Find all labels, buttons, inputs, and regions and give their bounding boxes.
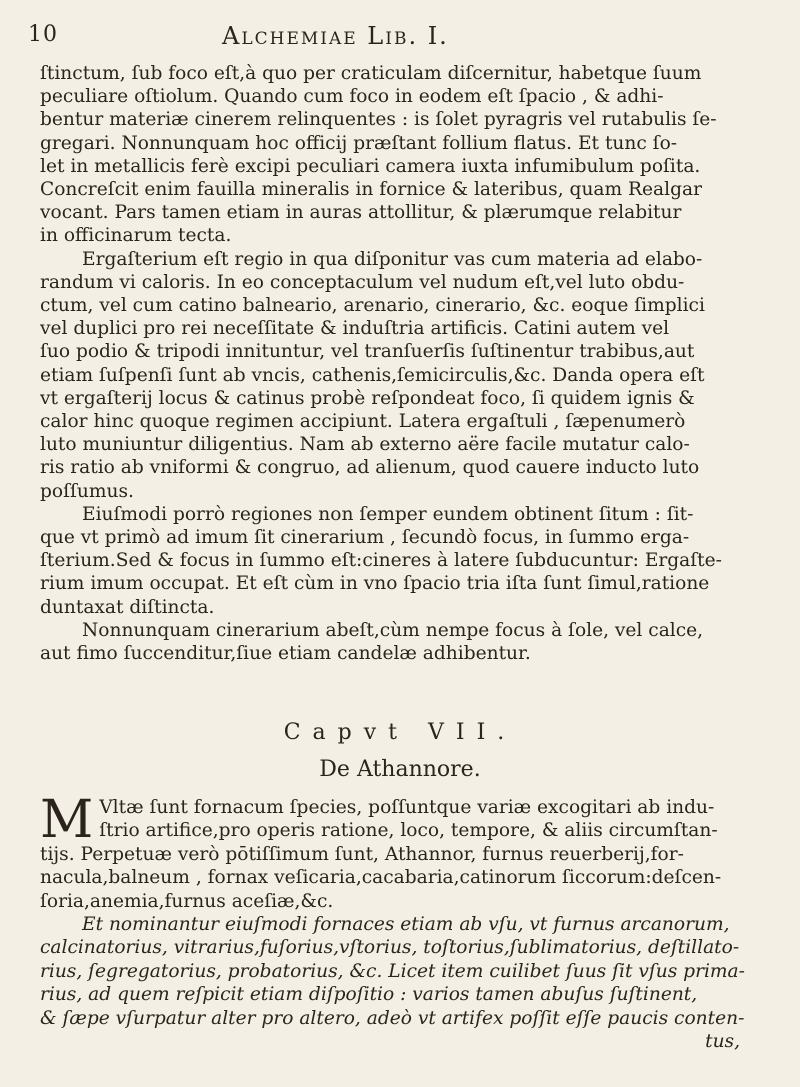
text-line: vt ergaſterij locus & catinus probè reſpondeat foco, ſi quidem ignis & <box>40 387 695 409</box>
paragraph <box>40 503 770 619</box>
text-line: duntaxat diſtincta. <box>40 596 215 618</box>
text-line: ſtinctum, ſub foco eſt,à quo per craticulam diſcernitur, habetque ſuum <box>40 63 702 84</box>
text-line: ctum, vel cum catino balneario, arenario, cinerario, &c. eoque ſimplici <box>40 295 705 317</box>
text-line: Nonnunquam cinerarium abeſt,cùm nempe focus à ſole, vel calce, <box>82 619 704 641</box>
main-text <box>40 62 770 665</box>
paragraph <box>40 248 770 503</box>
text-line: rius, ſegregatorius, probatorius, &c. Licet item cuilibet ſuus ſit vſus prima- <box>40 960 745 982</box>
text-line: Vltæ ſunt fornacum ſpecies, poſſuntque variæ excogitari ab indu- <box>99 797 715 818</box>
paragraph <box>40 619 770 665</box>
text-line: Ergaſterium eſt regio in qua diſponitur vas cum materia ad elabo- <box>82 248 703 270</box>
text-line: bentur materiæ cinerem relinquentes : is ſolet pyragris vel rutabulis ſe- <box>40 109 717 131</box>
text-line: poſſumus. <box>40 480 134 502</box>
text-line: ris ratio ab vniformi & congruo, ad alienum, quod cauere inducto luto <box>40 457 700 479</box>
text-line: calcinatorius, vitrarius,fuſorius,vſtorius, toſtorius,ſublimatorius, deſtillato- <box>40 937 740 959</box>
text-line: & ſæpe vſurpatur alter pro altero, adeò vt artifex poſſit eſſe paucis conten- <box>40 1007 745 1029</box>
paragraph <box>40 913 770 1030</box>
text-line: in officinarum tecta. <box>40 225 232 247</box>
text-line: que vt primò ad imum ſit cinerarium , ſecundò focus, in ſummo erga- <box>40 527 690 549</box>
text-line: nacula,balneum , fornax veſicaria,cacabaria,catinorum ſiccorum:deſcen- <box>40 867 722 889</box>
drop-capital: M <box>40 790 94 850</box>
paragraph <box>40 790 770 913</box>
text-line: let in metallicis ferè excipi peculiari camera iuxta infumibulum poſita. <box>40 155 701 177</box>
text-line: rius, ad quem reſpicit etiam diſpoſitio : varios tamen abuſus ſuſtinent, <box>40 984 698 1006</box>
text-line: ſtrio artifice,pro operis ratione, loco, tempore, & aliis circumſtan- <box>99 820 718 842</box>
text-line: etiam ſuſpenſi ſunt ab vncis, cathenis,ſemicirculis,&c. Danda opera eſt <box>40 364 705 386</box>
text-line: peculiare oſtiolum. Quando cum foco in eodem eſt ſpacio , & adhi- <box>40 86 664 108</box>
chapter-text <box>40 790 770 1053</box>
paragraph <box>40 62 770 248</box>
text-line: ſterium.Sed & focus in ſummo eſt:cineres à latere ſubducuntur: Ergaſte- <box>40 550 722 572</box>
catchword: tus, <box>705 1031 740 1053</box>
text-line: Concreſcit enim fauilla mineralis in fornice & lateribus, quam Realgar <box>40 179 702 201</box>
text-line: vocant. Pars tamen etiam in auras attollitur, & plærumque relabitur <box>40 202 682 224</box>
text-line: gregari. Nonnunquam hoc officij præſtant follium flatus. Et tunc ſo- <box>40 132 678 154</box>
chapter-heading: Capvt VII. <box>283 720 517 745</box>
running-head: Alchemiae Lib. I. <box>222 22 449 50</box>
text-line: aut fimo ſuccenditur,ſiue etiam candelæ adhibentur. <box>40 643 531 665</box>
text-line: calor hinc quoque regimen accipiunt. Latera ergaſtuli , ſæpenumerò <box>40 411 686 433</box>
text-line: rium imum occupat. Et eſt cùm in vno ſpacio tria iſta ſunt ſimul,ratione <box>40 573 710 595</box>
text-line: Eiuſmodi porrò regiones non ſemper eundem obtinent ſitum : ſit- <box>82 503 694 525</box>
text-line: vel duplici pro rei neceſſitate & induſtria artificis. Catini autem vel <box>40 318 670 340</box>
page-number: 10 <box>28 22 58 47</box>
text-line: tijs. Perpetuæ verò pōtiſſimum ſunt, Athannor, furnus reuerberij,for- <box>40 843 684 865</box>
text-line: luto muniuntur diligentius. Nam ab externo aëre facile mutatur calo- <box>40 434 690 456</box>
text-line: randum vi caloris. In eo conceptaculum vel nudum eſt,vel luto obdu- <box>40 271 685 293</box>
text-line: ſuo podio & tripodi innituntur, vel tranſuerſis ſuſtinentur trabibus,aut <box>40 341 695 363</box>
text-line: Et nominantur eiuſmodi fornaces etiam ab vſu, vt furnus arcanorum, <box>82 914 730 936</box>
text-line: ſoria,anemia,furnus aceſiæ,&c. <box>40 890 334 912</box>
page-header <box>0 22 800 62</box>
chapter-subheading: De Athannore. <box>319 757 481 782</box>
